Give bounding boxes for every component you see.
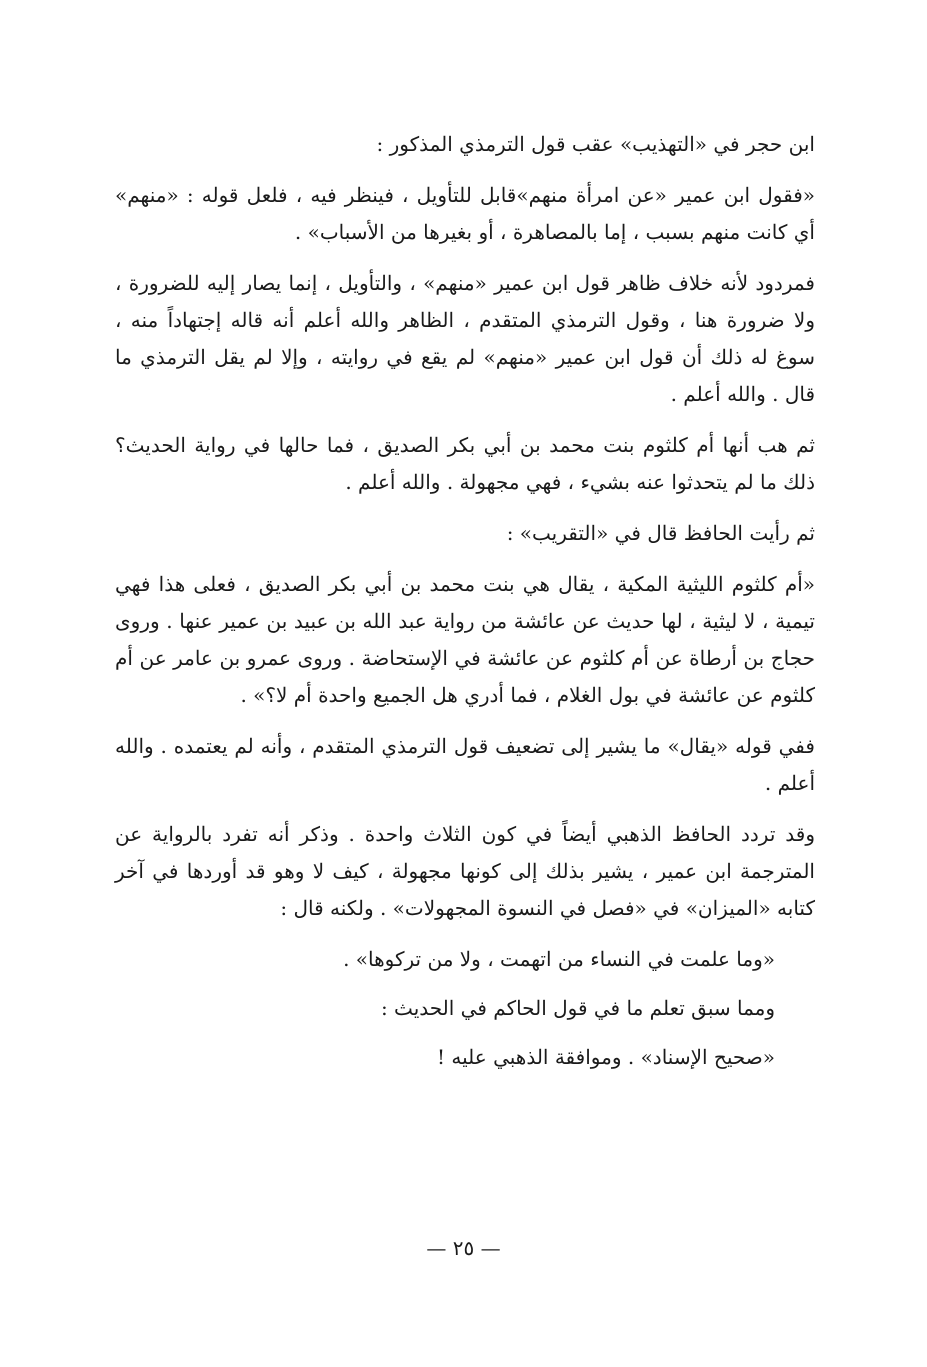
paragraph-8: وقد تردد الحافظ الذهبي أيضاً في كون الثلاث واحدة . وذكر أنه تفرد بالرواية عن المترجمة ابن عمير ، يشير بذلك إلى كونها مجهولة ، كيف لا وهو قد أوردها في آخر كتابه «الميزان» في «فصل في النسوة المجهولات» . ولكنه قال : bbox=[115, 822, 815, 920]
quote-line-2: ومما سبق تعلم ما في قول الحاكم في الحديث : bbox=[380, 996, 775, 1020]
page-number: — ٢٥ — bbox=[426, 1236, 501, 1260]
page-body-text bbox=[115, 126, 815, 1088]
paragraph-3: فمردود لأنه خلاف ظاهر قول ابن عمير «منهم» ، والتأويل ، إنما يصار إليه للضرورة ، ولا ضرورة هنا ، وقول الترمذي المتقدم ، الظاهر والله أعلم أنه قاله إجتهاداً منه ، سوغ له ذلك أن قول ابن عمير «منهم» لم يقع في روايته ، وإلا لم يقل الترمذي ما قال . والله أعلم . bbox=[115, 271, 815, 406]
paragraph-2-quote: «فقول ابن عمير «عن امرأة منهم»قابل للتأويل ، فينظر فيه ، فلعل قوله : «منهم» أي كانت منهم بسبب ، إما بالمصاهرة ، أو بغيرها من الأسباب» . bbox=[115, 183, 815, 244]
paragraph-5: ثم رأيت الحافظ قال في «التقريب» : bbox=[506, 521, 815, 545]
paragraph-6-quote: «أم كلثوم الليثية المكية ، يقال هي بنت محمد بن أبي بكر الصديق ، فعلى هذا فهي تيمية ، لا ليثية ، لها حديث عن عائشة من رواية عبد الله بن عبيد بن عمير عنها . وروى حجاج بن أرطاة عن أم كلثوم عن عائشة في الإستحاضة . وروى عمرو بن عامر عن أم كلثوم عن عائشة في بول الغلام ، فما أدري هل الجميع واحدة أم لا؟» . bbox=[115, 572, 815, 707]
paragraph-4: ثم هب أنها أم كلثوم بنت محمد بن أبي بكر الصديق ، فما حالها في رواية الحديث؟ ذلك ما لم يتحدثوا عنه بشيء ، فهي مجهولة . والله أعلم . bbox=[115, 433, 815, 494]
quote-line-1: «وما علمت في النساء من اتهمت ، ولا من تركوها» . bbox=[343, 947, 775, 971]
paragraph-7: ففي قوله «يقال» ما يشير إلى تضعيف قول الترمذي المتقدم ، وأنه لم يعتمده . والله أعلم . bbox=[115, 734, 815, 795]
quote-line-3: «صحيح الإسناد» . وموافقة الذهبي عليه ! bbox=[437, 1045, 775, 1069]
paragraph-1: ابن حجر في «التهذيب» عقب قول الترمذي المذكور : bbox=[376, 132, 815, 156]
